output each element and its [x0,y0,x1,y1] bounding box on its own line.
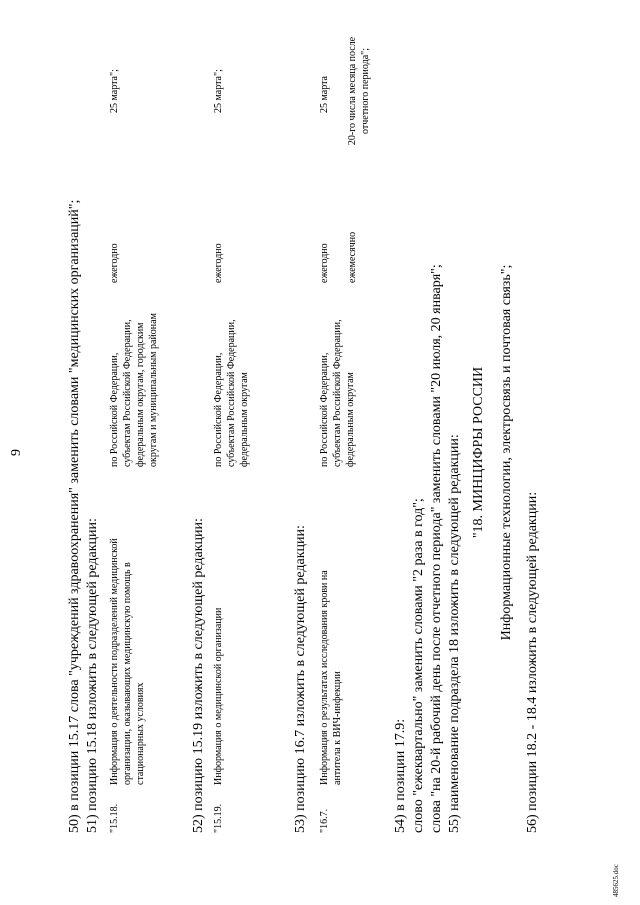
item-54: 54) в позиции 17.9: [393,718,408,833]
row-15-19-description: Информация о медицинской организации [213,607,224,785]
row-16-7-frequency-annual: ежегодно [319,243,330,283]
row-15-18-date: 25 марта"; [109,69,120,113]
section-18-heading: "18. МИНЦИФРЫ РОССИИ [471,366,486,539]
item-53: 53) позицию 16.7 изложить в следующей редакции: [293,525,308,833]
row-16-7-level: по Российской Федерации, субъектам Российской Федерации, федеральным округам [319,319,356,467]
row-15-19-level: по Российской Федерации, субъектам Российской Федерации, федеральным округам [213,319,250,467]
row-15-19-frequency: ежегодно [213,243,224,283]
footer-filename: 485625.doc [612,864,620,897]
item-54-b: слова "на 20-й рабочий день после отчетного периода" заменить словами "20 июля, 20 января"; [429,264,444,833]
item-55: 55) наименование подраздела 18 изложить в следующей редакции: [447,434,462,833]
item-56: 56) позиции 18.2 - 18.4 изложить в следующей редакции: [525,491,540,833]
row-16-7-number: "16.7. [319,808,330,833]
row-15-18-frequency: ежегодно [109,243,120,283]
item-54-a: слово "ежеквартально" заменить словами "2 раза в год"; [411,498,426,833]
page-number: 9 [9,449,24,456]
section-18-subheading: Информационные технологии, электросвязь и почтовая связь"; [499,264,514,641]
row-16-7-date-annual: 25 марта [319,76,330,113]
row-15-18-number: "15.18. [109,803,120,833]
row-16-7-description: Информация о результатах исследования крови на антитела к ВИЧ-инфекции [319,570,343,785]
row-15-19-date: 25 марта"; [213,69,224,113]
item-51: 51) позицию 15.18 изложить в следующей редакции: [85,518,100,833]
row-15-18-level: по Российской Федерации, субъектам Российской Федерации, федеральным округам, городским округам и муниципальным районам [109,313,159,467]
row-15-18-description: Информация о деятельности подразделений медицинской организации, оказывающих медицинскую помощь в стационарных условиях [109,538,146,785]
item-52: 52) позицию 15.19 изложить в следующей редакции: [191,518,206,833]
item-50: 50) в позиции 15.17 слова "учреждений здравоохранения" заменить словами "медицинских организаций"; [67,199,82,833]
row-16-7-frequency-monthly: ежемесячно [347,231,358,283]
row-16-7-date-monthly: 20-го числа месяца после отчетного периода"; [347,36,371,146]
row-15-19-number: "15.19. [213,803,224,833]
